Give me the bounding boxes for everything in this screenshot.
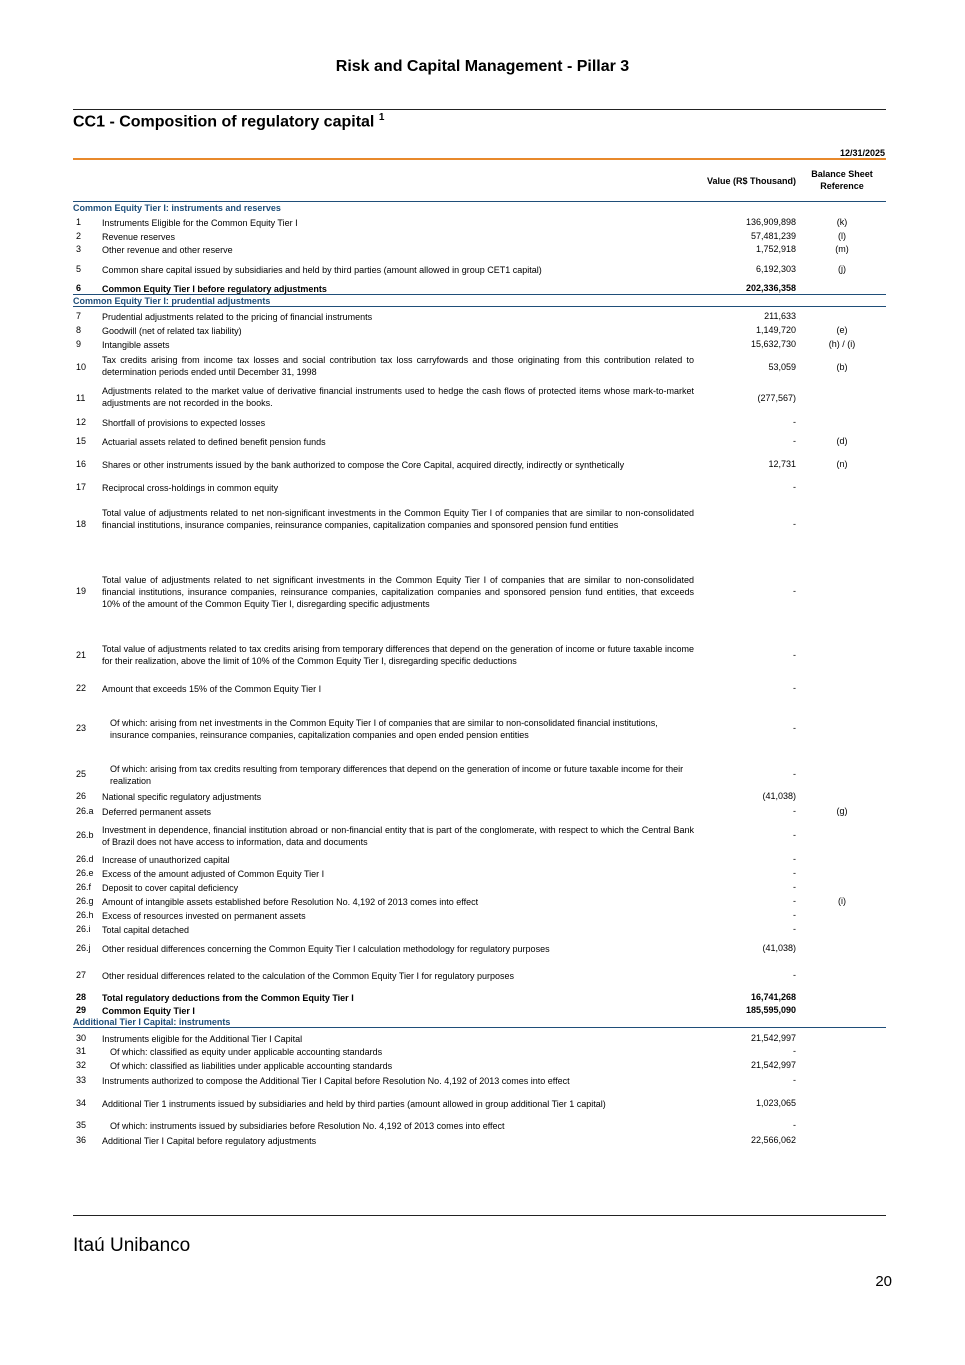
row-value: - xyxy=(793,769,796,779)
row-reference: (b) xyxy=(836,362,848,372)
group-header-cet1-instruments: Common Equity Tier I: instruments and reserves xyxy=(73,201,886,213)
row-value: - xyxy=(793,854,796,864)
row-number: 30 xyxy=(76,1033,87,1043)
row-number: 26.b xyxy=(76,830,94,840)
row-number: 16 xyxy=(76,459,87,469)
row-description: Of which: classified as liabilities under applicable accounting standards xyxy=(110,1061,393,1071)
row-description: Other revenue and other reserve xyxy=(102,245,233,255)
row-number: 21 xyxy=(76,650,87,660)
row-number: 33 xyxy=(76,1075,87,1085)
row-number: 6 xyxy=(76,283,82,293)
row-description: Total capital detached xyxy=(102,925,190,935)
row-description: Other residual differences concerning the Common Equity Tier I calculation methodology for regulatory purposes xyxy=(102,944,550,954)
row-description: Prudential adjustments related to the pricing of financial instruments xyxy=(102,312,373,322)
row-description: Total value of adjustments related to net non-significant investments in the Common Equity Tier I of companies that are similar to non-consolidated financial institutions, insurance companies, reinsurance companies, capitalization companies and sponsored pension fund entities xyxy=(102,508,694,530)
row-value: 6,192,303 xyxy=(755,264,796,274)
section-title-text: CC1 - Composition of regulatory capital xyxy=(73,113,375,131)
row-description: Excess of the amount adjusted of Common Equity Tier I xyxy=(102,869,325,879)
group-header-at1-instruments: Additional Tier I Capital: instruments xyxy=(73,1016,886,1028)
row-value: - xyxy=(793,519,796,529)
reference-column-header: Balance Sheet Reference xyxy=(811,169,873,191)
row-number: 3 xyxy=(76,244,82,254)
row-reference: (m) xyxy=(835,244,849,254)
row-number: 7 xyxy=(76,311,82,321)
row-number: 5 xyxy=(76,264,82,274)
row-value: 12,731 xyxy=(768,459,796,469)
row-description: Amount of intangible assets established before Resolution No. 4,192 of 2013 comes into effect xyxy=(102,897,479,907)
row-value: - xyxy=(793,436,796,446)
row-reference: (j) xyxy=(838,264,846,274)
row-description: National specific regulatory adjustments xyxy=(102,792,262,802)
row-value: 1,023,065 xyxy=(755,1098,796,1108)
value-column-header: Value (R$ Thousand) xyxy=(706,176,796,186)
row-number: 22 xyxy=(76,683,87,693)
row-value: 1,149,720 xyxy=(755,325,796,335)
row-reference: (g) xyxy=(836,806,848,816)
row-description: Common Equity Tier I before regulatory adjustments xyxy=(102,284,327,294)
row-value: 57,481,239 xyxy=(750,231,796,241)
row-reference: (i) xyxy=(838,896,846,906)
row-number: 18 xyxy=(76,519,87,529)
group-header-cet1-prudential: Common Equity Tier I: prudential adjustments xyxy=(73,294,886,307)
row-value: - xyxy=(793,830,796,840)
row-description: Amount that exceeds 15% of the Common Equity Tier I xyxy=(102,684,322,694)
row-value: 53,059 xyxy=(768,362,796,372)
row-value: - xyxy=(793,683,796,693)
row-number: 12 xyxy=(76,417,87,427)
row-number: 29 xyxy=(76,1005,87,1015)
row-number: 2 xyxy=(76,231,82,241)
bottom-divider xyxy=(73,1215,886,1216)
row-value: 202,336,358 xyxy=(745,283,796,293)
row-description: Of which: arising from net investments in the Common Equity Tier I of companies that are similar to non-consolidated financial institutions, insurance companies, reinsurance companies, capitalization companies and open ended pension entities xyxy=(110,718,658,740)
row-value: - xyxy=(793,896,796,906)
row-number: 36 xyxy=(76,1135,87,1145)
row-value: - xyxy=(793,970,796,980)
row-value: (41,038) xyxy=(762,791,796,801)
row-value: - xyxy=(793,806,796,816)
row-reference: (l) xyxy=(838,231,846,241)
row-value: 21,542,997 xyxy=(750,1033,796,1043)
row-description: Instruments authorized to compose the Additional Tier I Capital before Resolution No. 4,192 of 2013 comes into effect xyxy=(102,1076,570,1086)
row-number: 26.i xyxy=(76,924,91,934)
row-reference: (n) xyxy=(836,459,848,469)
row-number: 26.g xyxy=(76,896,94,906)
row-number: 26.d xyxy=(76,854,94,864)
row-description: Of which: instruments issued by subsidiaries before Resolution No. 4,192 of 2013 comes into effect xyxy=(110,1121,505,1131)
row-value: 16,741,268 xyxy=(750,992,796,1002)
row-description: Additional Tier I Capital before regulatory adjustments xyxy=(102,1136,317,1146)
row-reference: (h) / (i) xyxy=(828,339,856,349)
row-value: 1,752,918 xyxy=(755,244,796,254)
row-value: - xyxy=(793,868,796,878)
row-number: 15 xyxy=(76,436,87,446)
row-description: Revenue reserves xyxy=(102,232,176,242)
row-description: Tax credits arising from income tax losses and social contribution tax loss carryfowards and those originating from this contribution related to determination periods ended until December 31, 1998 xyxy=(102,355,694,377)
row-description: Other residual differences related to the calculation of the Common Equity Tier I for regulatory purposes xyxy=(102,971,515,981)
row-value: (41,038) xyxy=(762,943,796,953)
section-title xyxy=(73,112,384,131)
row-value: - xyxy=(793,1120,796,1130)
row-description: Adjustments related to the market value of derivative financial instruments used to hedge the cash flows of protected items whose mark-to-market adjustments are not recorded in the books. xyxy=(102,386,694,408)
row-number: 26.j xyxy=(76,943,91,953)
row-description: Increase of unauthorized capital xyxy=(102,855,230,865)
row-description: Total regulatory deductions from the Common Equity Tier I xyxy=(102,993,354,1003)
row-number: 8 xyxy=(76,325,82,335)
row-number: 17 xyxy=(76,482,87,492)
orange-divider xyxy=(73,158,886,160)
row-description: Actuarial assets related to defined benefit pension funds xyxy=(102,437,326,447)
row-description: Excess of resources invested on permanent assets xyxy=(102,911,306,921)
row-description: Total value of adjustments related to tax credits arising from temporary differences that depend on the generation of income or future taxable income for their realization, above the limit of 10% of the Common Equity Tier I, disregarding specific deductions xyxy=(102,644,694,666)
row-description: Instruments eligible for the Additional Tier I Capital xyxy=(102,1034,303,1044)
row-number: 26.h xyxy=(76,910,94,920)
row-number: 26.e xyxy=(76,868,94,878)
row-number: 28 xyxy=(76,992,87,1002)
row-description: Instruments Eligible for the Common Equity Tier I xyxy=(102,218,298,228)
row-value: (277,567) xyxy=(757,393,796,403)
row-description: Total value of adjustments related to net significant investments in the Common Equity Tier I of companies that are similar to non-consolidated financial institutions, insurance companies, reinsurance companies, capitalization companies and sponsored pension fund entities, that exceeds 10% of the amount of the Common Equity Tier I, disregarding specific adjustments xyxy=(102,575,694,609)
row-number: 32 xyxy=(76,1060,87,1070)
row-description: Deposit to cover capital deficiency xyxy=(102,883,239,893)
row-value: 21,542,997 xyxy=(750,1060,796,1070)
row-value: 15,632,730 xyxy=(750,339,796,349)
row-description: Deferred permanent assets xyxy=(102,807,212,817)
row-description: Common Equity Tier I xyxy=(102,1006,195,1016)
row-description: Common share capital issued by subsidiaries and held by third parties (amount allowed in group CET1 capital) xyxy=(102,265,542,275)
row-number: 26.f xyxy=(76,882,92,892)
row-reference: (e) xyxy=(836,325,848,335)
row-value: 22,566,062 xyxy=(750,1135,796,1145)
row-description: Investment in dependence, financial institution abroad or non-financial entity that is part of the conglomerate, with respect to which the Central Bank of Brazil does not have access to information, data and documents xyxy=(102,825,694,847)
row-value: - xyxy=(793,1075,796,1085)
row-value: - xyxy=(793,1046,796,1056)
row-description: Shortfall of provisions to expected losses xyxy=(102,418,266,428)
row-description: Shares or other instruments issued by the bank authorized to compose the Core Capital, acquired directly, indirectly or synthetically xyxy=(102,460,625,470)
row-reference: (d) xyxy=(836,436,848,446)
row-number: 26.a xyxy=(76,806,94,816)
page-number: 20 xyxy=(875,1273,892,1290)
row-description: Goodwill (net of related tax liability) xyxy=(102,326,242,336)
row-number: 23 xyxy=(76,723,87,733)
row-value: - xyxy=(793,882,796,892)
row-description: Intangible assets xyxy=(102,340,170,350)
row-number: 35 xyxy=(76,1120,87,1130)
row-number: 26 xyxy=(76,791,87,801)
row-value: - xyxy=(793,586,796,596)
row-number: 31 xyxy=(76,1046,87,1056)
row-value: - xyxy=(793,723,796,733)
row-description: Additional Tier 1 instruments issued by subsidiaries and held by third parties (amount allowed in group additional Tier 1 capital) xyxy=(102,1099,606,1109)
row-number: 25 xyxy=(76,769,87,779)
row-value: - xyxy=(793,482,796,492)
row-value: - xyxy=(793,650,796,660)
row-reference: (k) xyxy=(836,217,848,227)
row-value: - xyxy=(793,910,796,920)
row-number: 9 xyxy=(76,339,82,349)
row-value: 185,595,090 xyxy=(745,1005,796,1015)
top-divider xyxy=(73,109,886,110)
date-label: 12/31/2025 xyxy=(839,148,885,158)
page-header: Risk and Capital Management - Pillar 3 xyxy=(335,58,630,75)
row-number: 1 xyxy=(76,217,82,227)
row-number: 34 xyxy=(76,1098,87,1108)
row-description: Reciprocal cross-holdings in common equity xyxy=(102,483,279,493)
row-value: - xyxy=(793,924,796,934)
row-number: 11 xyxy=(76,393,86,403)
row-description: Of which: classified as equity under applicable accounting standards xyxy=(110,1047,383,1057)
row-number: 19 xyxy=(76,586,87,596)
row-value: 136,909,898 xyxy=(745,217,796,227)
row-value: 211,633 xyxy=(764,311,796,321)
row-number: 10 xyxy=(76,362,87,372)
footer-brand: Itaú Unibanco xyxy=(73,1235,191,1256)
row-description: Of which: arising from tax credits resulting from temporary differences that depend on the generation of income or future taxable income for their realization xyxy=(110,764,684,786)
row-value: - xyxy=(793,417,796,427)
footnote-marker: 1 xyxy=(378,112,385,123)
row-number: 27 xyxy=(76,970,87,980)
